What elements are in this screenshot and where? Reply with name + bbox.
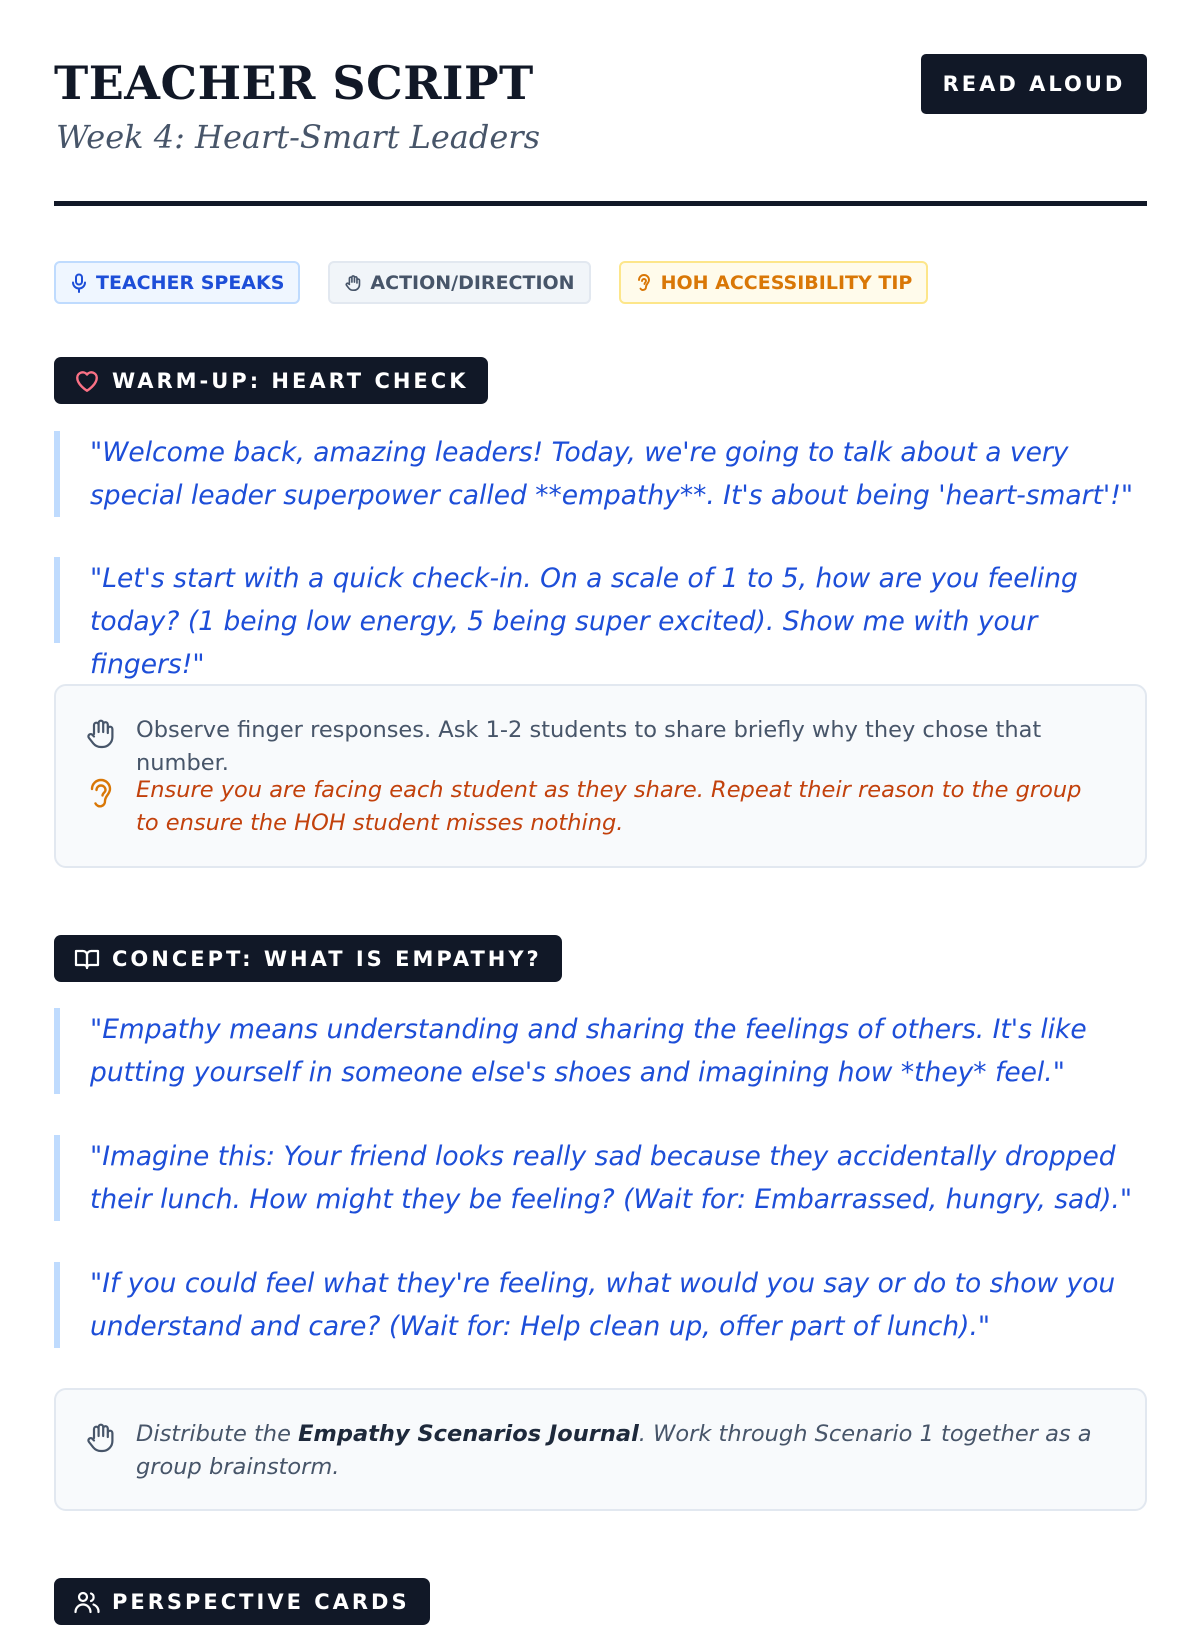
action-row	[84, 1418, 1105, 1484]
page-subtitle: Week 4: Heart-Smart Leaders	[56, 118, 540, 156]
ear-icon	[84, 777, 118, 811]
section-heading-concept-label: CONCEPT: WHAT IS EMPATHY?	[112, 946, 542, 971]
teacher-quote: "Welcome back, amazing leaders! Today, we're going to talk about a very special leader superpower called **empathy**. It's about being 'heart-smart'!"	[54, 431, 1147, 517]
teacher-quote: "Let's start with a quick check-in. On a scale of 1 to 5, how are you feeling today? (1 being low energy, 5 being super excited). Show me with your fingers!"	[54, 557, 1147, 643]
action-text-post: . Work through Scenario 1 together as a group brainstorm.	[136, 1421, 1092, 1480]
legend-action-label: ACTION/DIRECTION	[370, 271, 575, 294]
section-heading-concept	[54, 935, 562, 982]
section-heading-perspective	[54, 1578, 430, 1625]
legend-hoh-tip	[619, 261, 929, 304]
section-heading-warmup	[54, 357, 488, 404]
hoh-tip-text: Ensure you are facing each student as they share. Repeat their reason to the group to ensure the HOH student misses nothing.	[136, 777, 1082, 836]
page-title: TEACHER SCRIPT	[54, 56, 534, 110]
section-heading-perspective-label: PERSPECTIVE CARDS	[112, 1589, 410, 1614]
legend-action-direction	[328, 261, 590, 304]
legend-teacher-speaks-label: TEACHER SPEAKS	[96, 271, 285, 294]
hand-icon	[344, 273, 362, 293]
microphone-icon	[70, 273, 88, 293]
legend-hoh-tip-label: HOH ACCESSIBILITY TIP	[660, 271, 913, 294]
heart-icon	[74, 369, 100, 393]
action-row	[84, 714, 1105, 780]
journal-name: Empathy Scenarios Journal	[298, 1421, 639, 1447]
legend-teacher-speaks	[54, 261, 300, 304]
hand-icon	[84, 717, 118, 751]
action-text	[136, 1418, 1105, 1484]
section-heading-warmup-label: WARM-UP: HEART CHECK	[112, 368, 469, 393]
hand-icon	[84, 1421, 118, 1455]
tip-row	[84, 774, 1105, 840]
direction-box	[54, 684, 1147, 868]
teacher-quote: "Imagine this: Your friend looks really sad because they accidentally dropped their lunch. How might they be feeling? (Wait for: Embarrassed, hungry, sad)."	[54, 1135, 1147, 1221]
read-aloud-button[interactable]: READ ALOUD	[921, 54, 1147, 114]
users-icon	[74, 1590, 100, 1614]
legend	[54, 261, 928, 304]
teacher-script-page	[54, 0, 1147, 1614]
action-text-pre: Distribute the	[136, 1421, 299, 1447]
book-open-icon	[74, 947, 100, 971]
page-header	[54, 0, 1147, 206]
teacher-quote: "Empathy means understanding and sharing the feelings of others. It's like putting yourself in someone else's shoes and imagining how *they* feel."	[54, 1008, 1147, 1094]
teacher-quote: "If you could feel what they're feeling, what would you say or do to show you understand and care? (Wait for: Help clean up, offer part of lunch)."	[54, 1262, 1147, 1348]
ear-icon	[635, 273, 653, 293]
direction-box	[54, 1388, 1147, 1511]
action-text: Observe finger responses. Ask 1-2 students to share briefly why they chose that number.	[136, 717, 1042, 776]
